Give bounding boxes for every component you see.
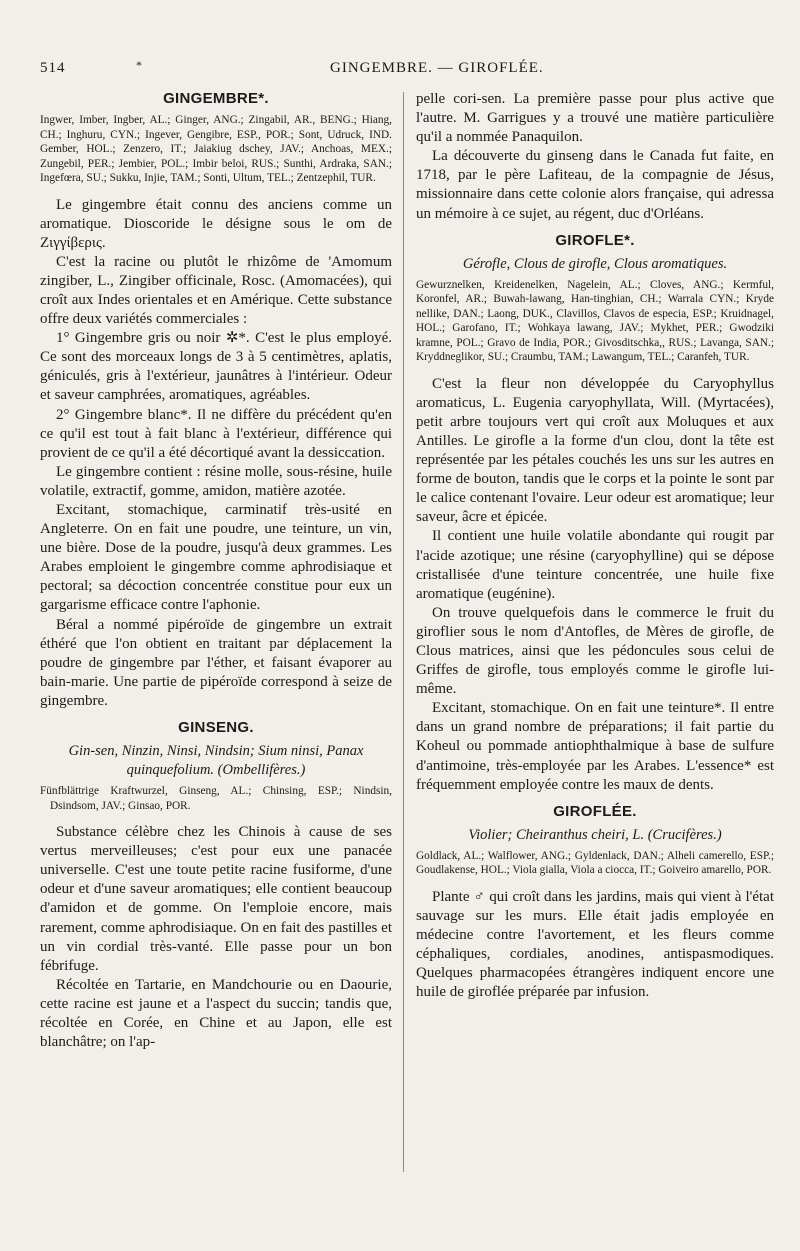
- paragraph: Le gingembre contient : résine molle, sous-résine, huile volatile, extractif, gomme, amidon, matière azotée.: [40, 463, 392, 499]
- synonyms-giroflee: Violier; Cheiranthus cheiri, L. (Crucifères.): [468, 826, 722, 843]
- paragraph: Le gingembre était connu des anciens comme un aromatique. Dioscoride le désigne sous le om de Ζιγγίβερις.: [40, 196, 392, 251]
- running-title: GINGEMBRE. — GIROFLÉE.: [330, 60, 544, 76]
- paragraph: La découverte du ginseng dans le Canada fut faite, en 1718, par le père Lafiteau, de la compagnie de Jésus, missionnaire dans cette colonie alors française, qui adressa un mémoire à ce sujet, au régent, duc d'Orléans.: [416, 148, 774, 222]
- foreign-names-ginseng: Fünfblättrige Kraftwurzel, Ginseng, AL.; Chinsing, ESP.; Nindsin, Dsindsom, JAV.; Ginsao, POR.: [40, 785, 392, 812]
- foreign-names-gingembre: Ingwer, Imber, Ingber, AL.; Ginger, ANG.; Zingabil, AR., BENG.; Hiang, CH.; Inghuru, CYN.; Ingever, Gengibre, ESP., POR.; Sont, Udruck, IND. Gember, HOL.; Zenzero, IT.; Jaiakiug dschey, JAV.; Anchoas, MEX.; Zungebil, PER.; Jembier, POL.; Imbir beloi, RUS.; Sunthi, Ardraka, SAN.; Ingefœra, SU.; Sukku, Injie, TAM.; Sonti, Ultum, TEL.; Zentzephil, TUR.: [40, 114, 392, 184]
- paragraph: Récoltée en Tartarie, en Mandchourie ou en Daourie, cette racine est jaune et a l'aspect du succin; tandis que, récoltée en Corée, en Chine et au Japon, elle est blanchâtre; on l'ap-: [40, 976, 392, 1051]
- foreign-names-girofle: Gewurznelken, Kreidenelken, Nagelein, AL.; Cloves, ANG.; Kermful, Koronfel, AR.; Buwah-lawang, Han-tinghian, CH.; Warrala CYN.; Kryde nellike, DAN.; Laong, DUK., Clavillos, Clavos de especia, ESP.; Kruidnagel, HOL.; Garofano, IT.; Wohkaya lawang, JAV.; Mykhet, PER.; Gwodziki kramne, POL.; Gravo de India, POR.; Givosditschka,, RUS.; Lavanga, SAN.; Kryddneglikor, SU.; Craumbu, TAM.; Lawangum, TEL.; Caranfeh, TUR.: [416, 278, 774, 364]
- paragraph: 2° Gingembre blanc*. Il ne diffère du précédent qu'en ce qu'il est tout à fait blanc à l'extérieur, différence qui provient de ce qu'il a été décortiqué avant la dessiccation.: [40, 406, 392, 461]
- paragraph: C'est la racine ou plutôt le rhizôme de 'Amomum zingiber, L., Zingiber officinale, Rosc. (Amomacées), qui croît aux Indes orientales et en Amérique. Cette substance offre deux variétés commerciales :: [40, 253, 392, 328]
- paragraph: pelle cori-sen. La première passe pour plus active que l'autre. M. Garrigues y a trouvé une matière particulière qu'il a nommée Panaquilon.: [416, 91, 774, 146]
- paragraph: Béral a nommé pipéroïde de gingembre un extrait éthéré que l'on obtient en traitant par déplacement la poudre de gingembre par l'éther, et faisant évaporer au bain-marie. Une partie de pipéroïde correspond à seize de gingembre.: [40, 616, 392, 709]
- column-divider: [403, 92, 404, 1172]
- paragraph: Il contient une huile volatile abondante qui rougit par l'acide azotique; une résine (caryophylline) qui se dépose cristallisée d'une teinture concentrée, une huile fixe aromatique (eugénine).: [416, 528, 774, 602]
- running-head: [40, 60, 782, 80]
- page-number: 514: [40, 60, 66, 76]
- right-column: [416, 90, 774, 1002]
- paragraph: Excitant, stomachique. On en fait une teinture*. Il entre dans un grand nombre de préparations; il fait partie du Koheul ou pommade antiophthalmique à base de sulfure d'antimoine, très-employée par les Arabes. L'essence* est fréquemment employée contre les maux de dents.: [416, 700, 774, 793]
- paragraph: C'est la fleur non développée du Caryophyllus aromaticus, L. Eugenia caryophyllata, Will. (Myrtacées), petit arbre toujours vert qui croît aux Moluques et aux Antilles. Le girofle a la forme d'un clou, dont la tête est représentée par les pétales couchés les uns sur les autres en forme de bouton, tandis que le corps et la pointe le sont par le calice contenant l'ovaire. Leur odeur est aromatique; leur saveur, âcre et épicée.: [416, 375, 774, 526]
- paragraph: Substance célèbre chez les Chinois à cause de ses vertus merveilleuses; c'est pour eux une panacée universelle. C'est une toute petite racine fusiforme, d'une odeur et d'une saveur aromatiques; elle contient beaucoup d'amidon et de gomme. On l'emploie encore, mais rarement, comme aphrodisiaque. On en fait des pastilles et un vin cordial très-vanté. Elle passe pour un bon fébrifuge.: [40, 824, 392, 974]
- printer-mark: *: [136, 58, 143, 72]
- entry-heading-giroflee: GIROFLÉE.: [553, 802, 637, 820]
- entry-heading-ginseng: GINSENG.: [178, 719, 254, 737]
- synonyms-ginseng: Gin-sen, Ninzin, Ninsi, Nindsin; Sium ninsi, Panax quinquefolium. (Ombellifères.): [68, 743, 364, 779]
- synonyms-girofle: Gérofle, Clous de girofle, Clous aromatiques.: [462, 255, 728, 272]
- entry-heading-gingembre: GINGEMBRE*.: [163, 90, 269, 107]
- foreign-names-giroflee: Goldlack, AL.; Walflower, ANG.; Gyldenlack, DAN.; Alheli camerello, ESP.; Goudlakense, HOL.; Viola gialla, Viola a ciocca, IT.; Goiveiro amarello, POR.: [416, 849, 774, 877]
- paragraph: Plante ♂ qui croît dans les jardins, mais qui vient à l'état sauvage sur les murs. Elle était jadis employée en médecine contre l'avortement, et les fleurs comme céphaliques, cordiales, anodines, antispasmodiques. Quelques pharmacopées étrangères indiquent encore une huile de giroflée préparée par infusion.: [416, 888, 774, 1001]
- entry-heading-girofle: GIROFLE*.: [555, 231, 635, 249]
- paragraph: On trouve quelquefois dans le commerce le fruit du giroflier sous le nom d'Antofles, de Mères de girofle, de Clous matrices, ainsi que les pédoncules sous celui de Griffes de girofle, tous employés comme le girofle lui-même.: [416, 604, 774, 698]
- paragraph: Excitant, stomachique, carminatif très-usité en Angleterre. On en fait une poudre, une teinture, un vin, une bière. Dose de la poudre, jusqu'à deux grammes. Les Arabes emploient le gingembre comme aphrodisiaque et pectoral; sa décoction concentrée constitue pour eux un gargarisme efficace contre l'aphonie.: [40, 502, 392, 614]
- paragraph: 1° Gingembre gris ou noir ✲*. C'est le plus employé. Ce sont des morceaux longs de 3 à 5 centimètres, aplatis, géniculés, gris à l'extérieur, jaunâtres à l'intérieur. Odeur et saveur camphrées, aromatiques, agréables.: [40, 330, 392, 404]
- left-column: [40, 90, 392, 1052]
